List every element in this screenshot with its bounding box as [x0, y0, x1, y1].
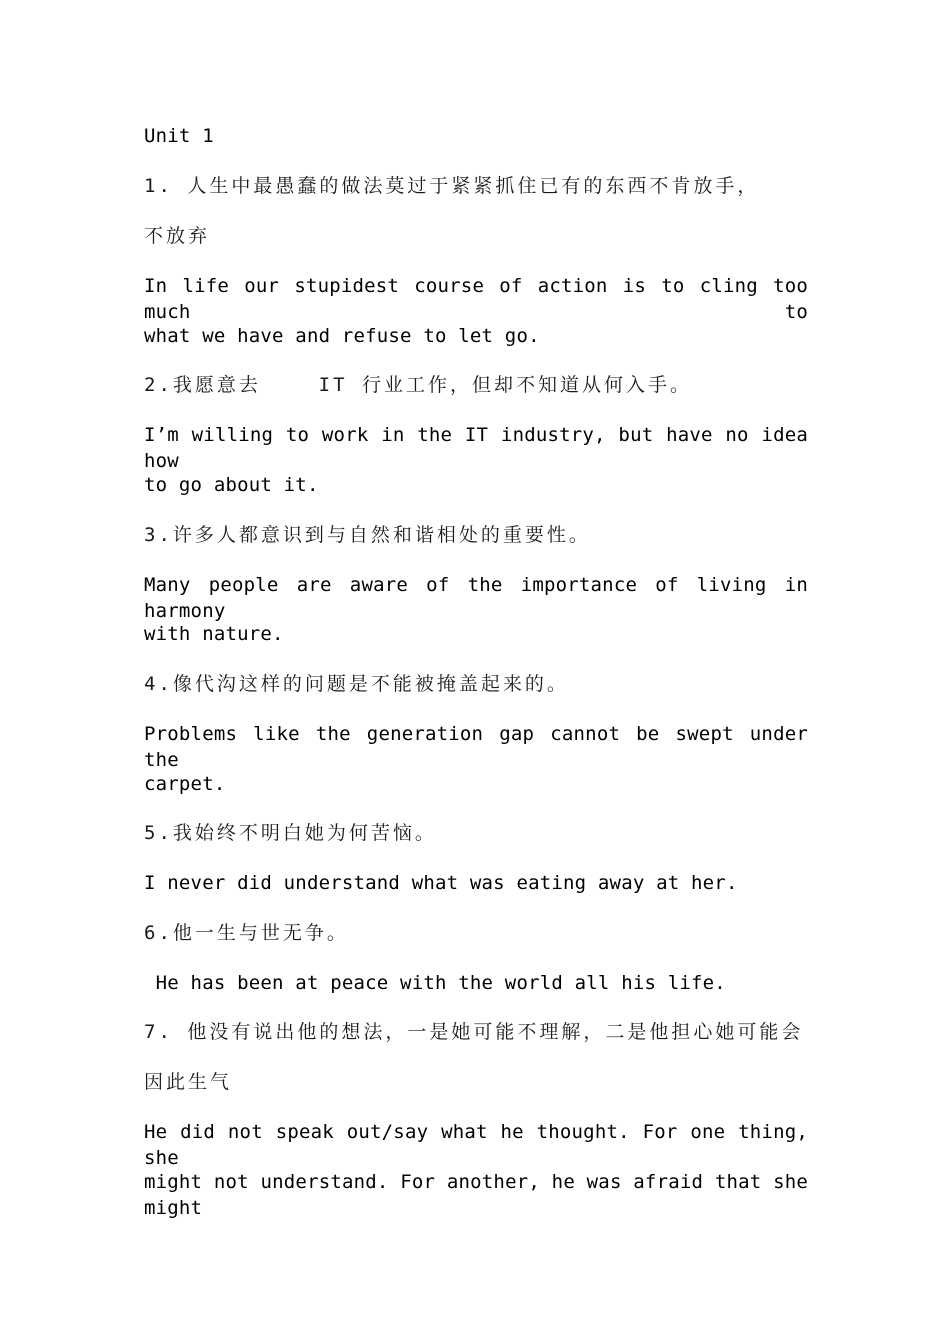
item-7-chinese-line-2: 因此生气	[144, 1071, 233, 1093]
item-5-english-line-1: I never did understand what was eating away at her.	[144, 872, 738, 894]
item-2-chinese-line-1: 2.我愿意去 IT 行业工作，但却不知道从何入手。	[144, 374, 692, 396]
item-3-english-line-1: Many people are aware of the importance of living in harmony	[144, 574, 808, 622]
item-1-english-line-1: In life our stupidest course of action is to cling too much to	[144, 275, 808, 323]
item-7-english-line-1: He did not speak out/say what he thought. For one thing, she	[144, 1121, 808, 1169]
item-1-english-line-2: what we have and refuse to let go.	[144, 325, 540, 347]
item-1-chinese-line-1: 1. 人生中最愚蠢的做法莫过于紧紧抓住已有的东西不肯放手，	[144, 175, 760, 197]
item-5-chinese-line-1: 5.我始终不明白她为何苦恼。	[144, 822, 437, 844]
item-1-chinese-line-2: 不放弃	[144, 225, 211, 247]
item-7-english-line-2: might not understand. For another, he was afraid that she might	[144, 1171, 808, 1219]
item-3-chinese-line-1: 3.许多人都意识到与自然和谐相处的重要性。	[144, 524, 591, 546]
item-7-chinese-line-1: 7. 他没有说出他的想法，一是她可能不理解，二是他担心她可能会	[144, 1021, 804, 1043]
item-4-english-line-1: Problems like the generation gap cannot be swept under the	[144, 723, 808, 771]
item-2-english-line-1: I’m willing to work in the IT industry, but have no idea how	[144, 424, 808, 472]
item-4-chinese-line-1: 4.像代沟这样的问题是不能被掩盖起来的。	[144, 673, 569, 695]
item-3-english-line-2: with nature.	[144, 623, 284, 645]
item-2-english-line-2: to go about it.	[144, 474, 319, 496]
item-6-english-line-1: He has been at peace with the world all his life.	[144, 972, 726, 994]
item-4-english-line-2: carpet.	[144, 773, 226, 795]
unit-title: Unit 1	[144, 125, 214, 147]
item-6-chinese-line-1: 6.他一生与世无争。	[144, 922, 349, 944]
